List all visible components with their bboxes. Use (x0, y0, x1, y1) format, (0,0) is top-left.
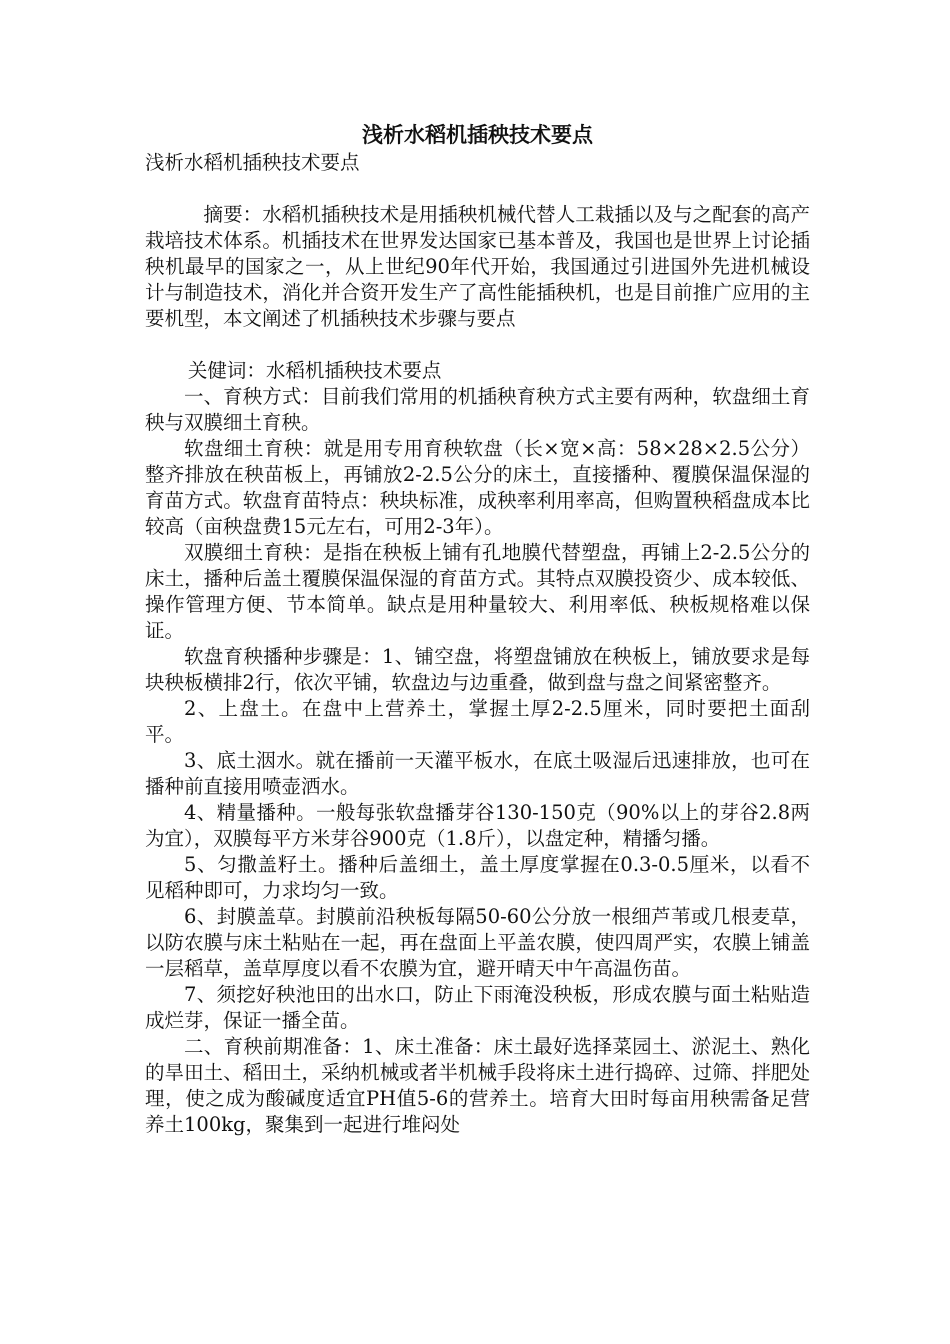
body-paragraph: 5、匀撒盖籽土。播种后盖细土，盖土厚度掌握在0.3-0.5厘米，以看不见稻种即可，力求均匀一致。 (145, 853, 810, 902)
document-page (145, 120, 810, 1138)
document-title: 浅析水稻机插秧技术要点 (362, 122, 593, 147)
body-paragraph: 6、封膜盖草。封膜前沿秧板每隔50-60公分放一根细芦苇或几根麦草，以防农膜与床土粘贴在一起，再在盘面上平盖农膜，使四周严实，农膜上铺盖一层稻草，盖草厚度以看不农膜为宜，避开晴天中午高温伤苗。 (145, 905, 810, 980)
blank-line (145, 176, 810, 202)
body-paragraph: 软盘细土育秧：就是用专用育秧软盘（长×宽×高：58×28×2.5公分）整齐排放在秧苗板上，再铺放2-2.5公分的床土，直接播种、覆膜保温保湿的育苗方式。软盘育苗特点：秧块标准，成秧率利用率高，但购置秧稻盘成本比较高（亩秧盘费15元左右，可用2-3年）。 (145, 437, 810, 538)
body-paragraph: 软盘育秧播种步骤是：1、铺空盘，将塑盘铺放在秧板上，铺放要求是每块秧板横排2行，依次平铺，软盘边与边重叠，做到盘与盘之间紧密整齐。 (145, 645, 810, 694)
body-paragraph: 二、育秧前期准备：1、床土准备：床土最好选择菜园土、淤泥土、熟化的旱田土、稻田土，采纳机械或者半机械手段将床土进行捣碎、过筛、拌肥处理，使之成为酸碱度适宜PH值5-6的营养土。培育大田时每亩用秧需备足营养土100kg，聚集到一起进行堆闷处 (145, 1035, 810, 1136)
body-paragraph: 7、须挖好秧池田的出水口，防止下雨淹没秧板，形成农膜与面土粘贴造成烂芽，保证一播全苗。 (145, 983, 810, 1032)
body-paragraph: 3、底土洇水。就在播前一天灌平板水，在底土吸湿后迅速排放，也可在播种前直接用喷壶洒水。 (145, 749, 810, 798)
blank-line (145, 332, 810, 358)
document-subtitle: 浅析水稻机插秧技术要点 (145, 151, 360, 174)
body-paragraph: 一、育秧方式：目前我们常用的机插秧育秧方式主要有两种，软盘细土育秧与双膜细土育秧。 (145, 385, 810, 434)
keywords-line: 关健词：水稻机插秧技术要点 (187, 359, 442, 382)
body-paragraph: 双膜细土育秧：是指在秧板上铺有孔地膜代替塑盘，再铺上2-2.5公分的床土，播种后盖土覆膜保温保湿的育苗方式。其特点双膜投资少、成本较低、操作管理方便、节本简单。缺点是用种量较大、利用率低、秧板规格难以保证。 (145, 541, 810, 642)
body-paragraph: 2、上盘土。在盘中上营养土，掌握土厚2-2.5厘米，同时要把土面刮平。 (145, 697, 810, 746)
abstract-paragraph: 摘要：水稻机插秧技术是用插秧机械代替人工栽插以及与之配套的高产栽培技术体系。机插技术在世界发达国家已基本普及，我国也是世界上讨论插秧机最早的国家之一，从上世纪90年代开始，我国通过引进国外先进机械设计与制造技术，消化并合资开发生产了高性能插秧机，也是目前推广应用的主要机型，本文阐述了机插秧技术步骤与要点 (145, 203, 810, 330)
body-paragraph: 4、精量播种。一般每张软盘播芽谷130-150克（90%以上的芽谷2.8两为宜），双膜每平方米芽谷900克（1.8斤），以盘定种，精播匀播。 (145, 801, 810, 850)
